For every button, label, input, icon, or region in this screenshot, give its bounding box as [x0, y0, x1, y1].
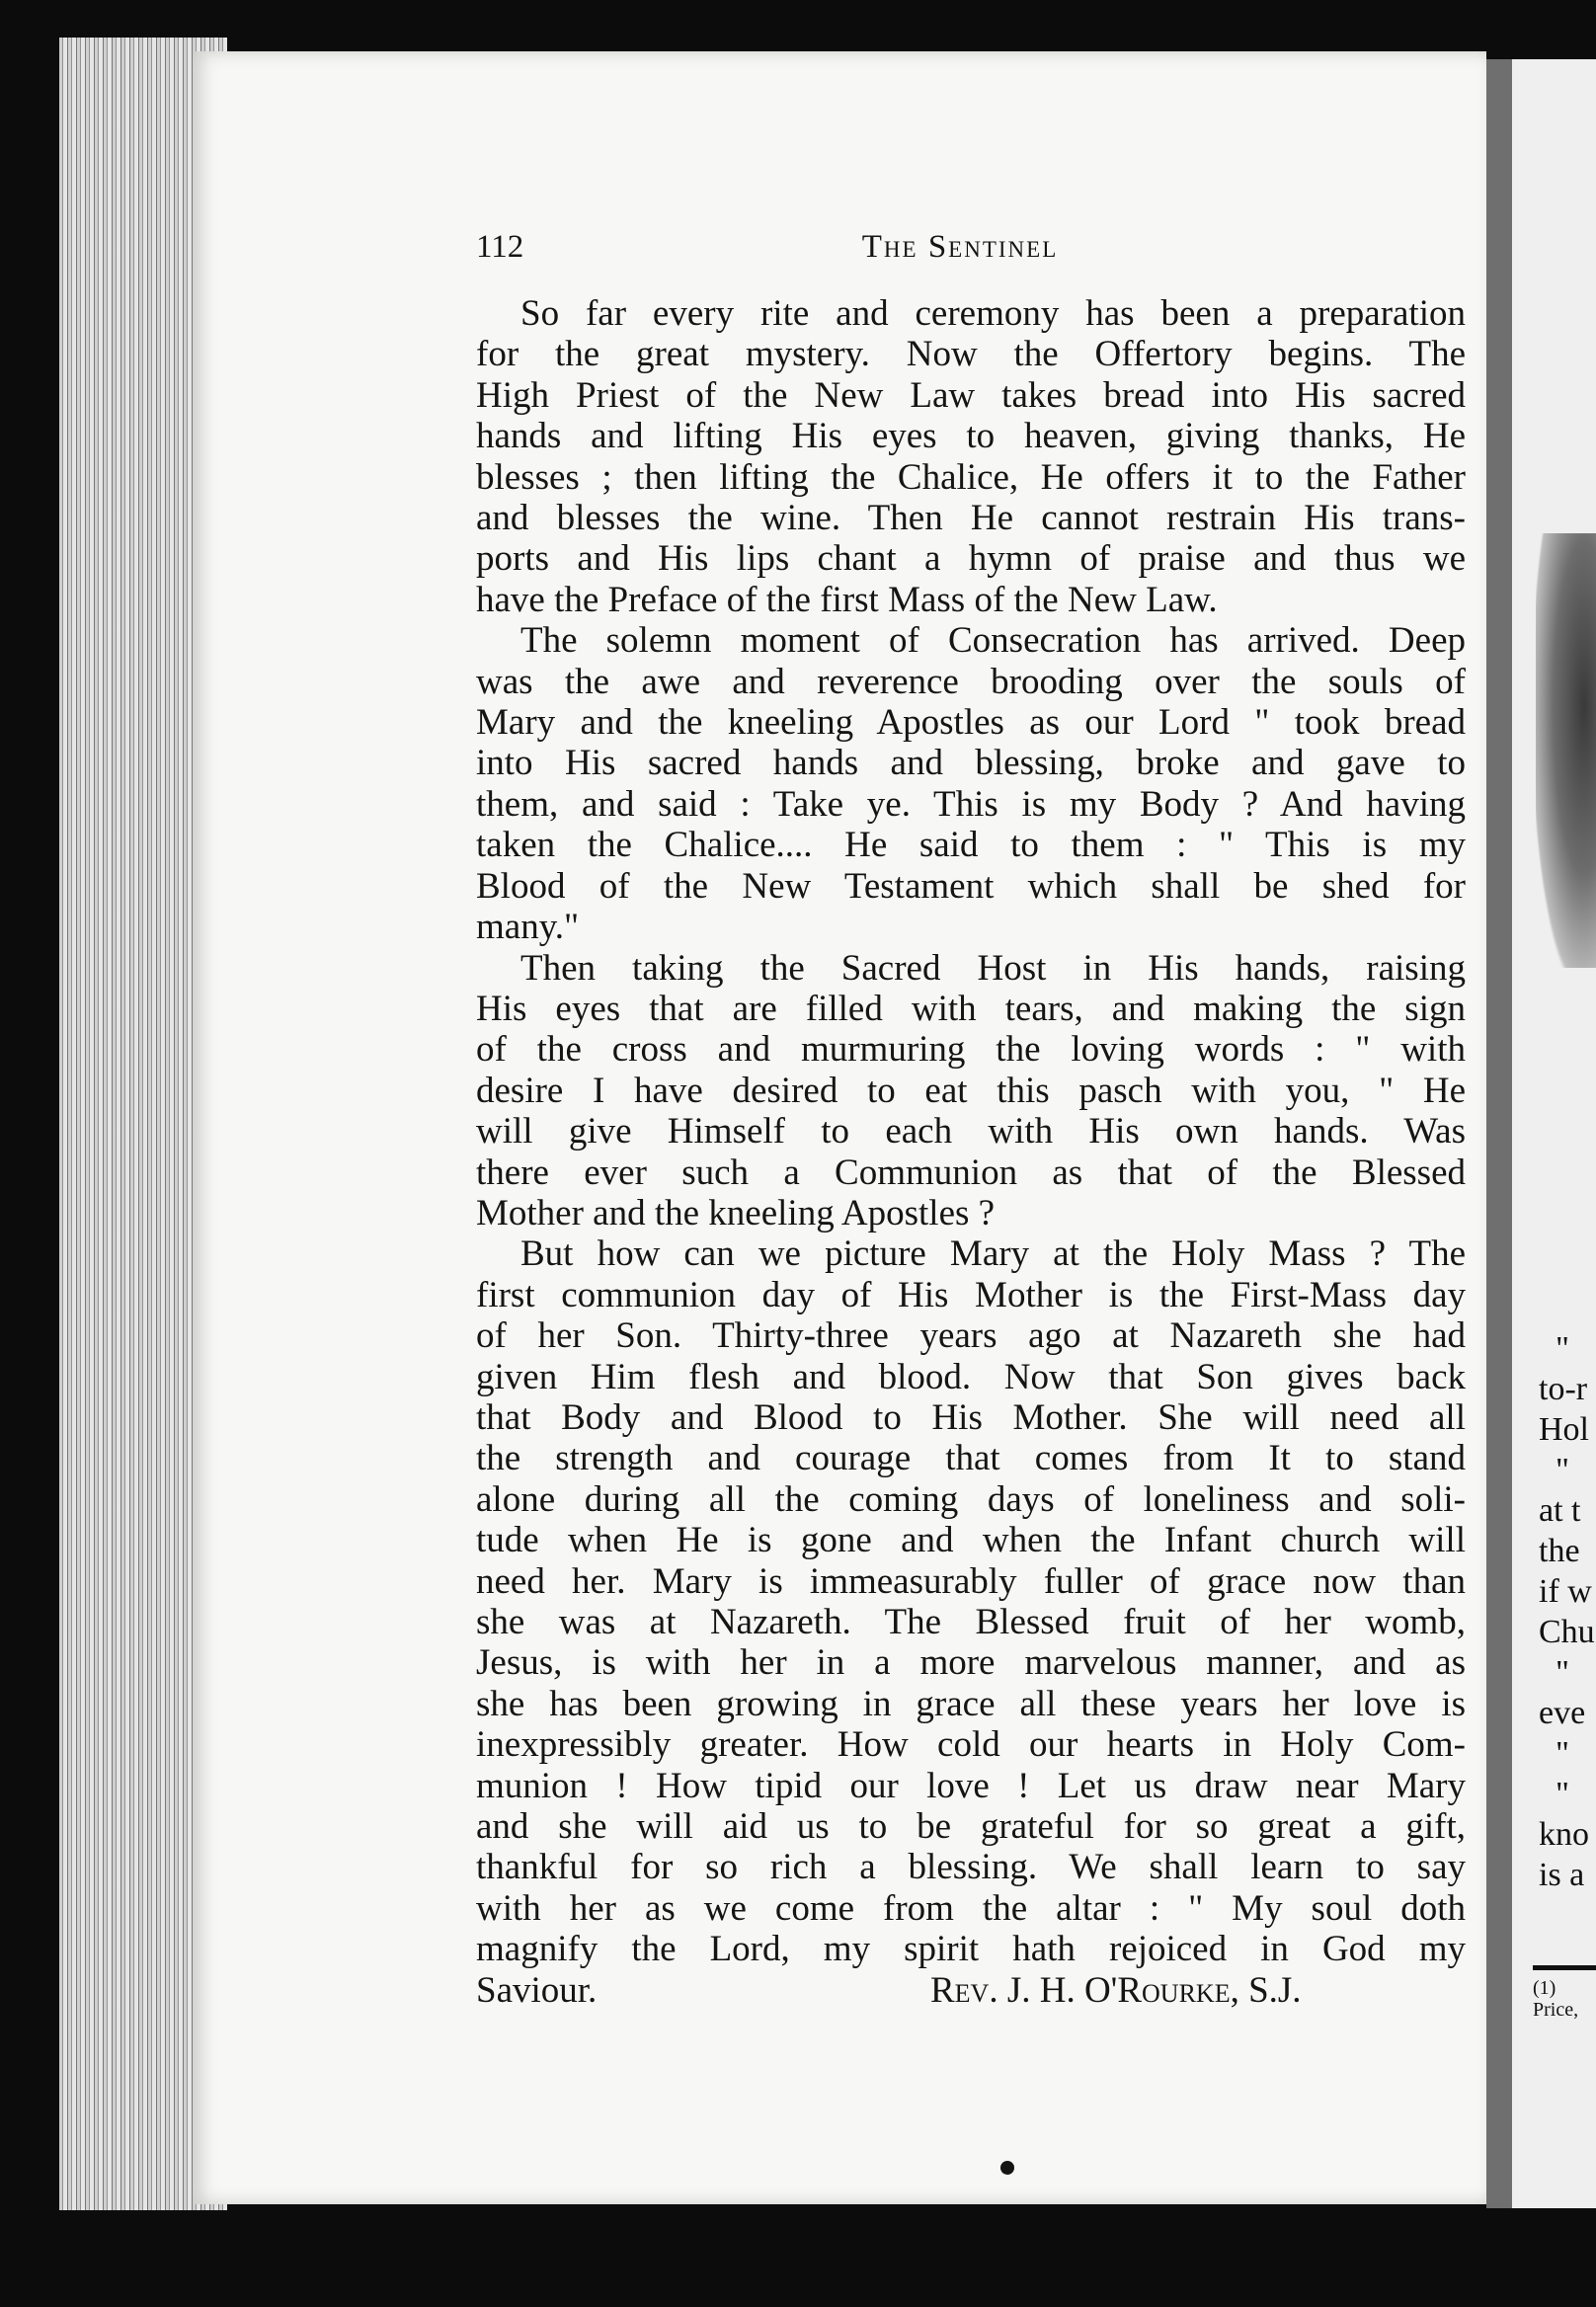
text-line: inexpressibly greater. How cold our hearts in Holy Com- [476, 1724, 1466, 1766]
text-line: desire I have desired to eat this pasch with you, " He [476, 1070, 1466, 1111]
text-line: with her as we come from the altar : " My soul doth [476, 1887, 1466, 1929]
text-line: for the great mystery. Now the Offertory begins. The [476, 334, 1466, 375]
facing-page-illustration [1536, 533, 1596, 968]
text-line: So far every rite and ceremony has been a preparation [520, 293, 1466, 334]
text-line: Then taking the Sacred Host in His hands, raising [520, 947, 1466, 989]
text-line: into His sacred hands and blessing, broke and gave to [476, 743, 1466, 784]
running-head: The Sentinel [861, 229, 1059, 265]
facing-page-text: " to-r Hol " at t the if w Chu " eve " " kno is a [1539, 1330, 1595, 1893]
text-line: many." [476, 907, 580, 948]
text-line: But how can we picture Mary at the Holy Mass ? The [520, 1233, 1466, 1275]
article-lines [476, 293, 1466, 1970]
text-line: Mary and the kneeling Apostles as our Lord " took bread [476, 702, 1466, 744]
text-line: blesses ; then lifting the Chalice, He offers it to the Father [476, 456, 1466, 498]
printer-mark [1000, 2161, 1014, 2175]
text-line: ports and His lips chant a hymn of praise and thus we [476, 538, 1466, 580]
facing-page-footnote: (1) Price, [1533, 1977, 1579, 2021]
text-line: she was at Nazareth. The Blessed fruit of her womb, [476, 1602, 1466, 1642]
facing-page-rule [1533, 1965, 1596, 1970]
page-number: 112 [476, 229, 524, 265]
text-line: the strength and courage that comes from It to stand [476, 1438, 1466, 1479]
text-line: magnify the Lord, my spirit hath rejoiced in God my [476, 1929, 1466, 1970]
text-line: was the awe and reverence brooding over the souls of [476, 661, 1466, 702]
author-signature: Rev. J. H. O'Rourke, S.J. [930, 1969, 1302, 2011]
text-line: them, and said : Take ye. This is my Body ? And having [476, 783, 1466, 825]
text-line: of her Son. Thirty-three years ago at Nazareth she had [476, 1315, 1466, 1357]
text-line: thankful for so rich a blessing. We shall learn to say [476, 1847, 1466, 1888]
text-line: High Priest of the New Law takes bread into His sacred [476, 374, 1466, 416]
text-line: hands and lifting His eyes to heaven, giving thanks, He [476, 416, 1466, 457]
text-line: and blesses the wine. Then He cannot restrain His trans- [476, 498, 1466, 539]
text-line: taken the Chalice.... He said to them : " This is my [476, 825, 1466, 866]
text-line: and she will aid us to be grateful for so great a gift, [476, 1806, 1466, 1848]
page-header [476, 229, 1444, 278]
text-line: The solemn moment of Consecration has arrived. Deep [520, 620, 1466, 662]
signature-line [476, 1970, 1466, 2011]
text-line: that Body and Blood to His Mother. She will need all [476, 1396, 1466, 1438]
text-line: munion ! How tipid our love ! Let us draw near Mary [476, 1765, 1466, 1806]
text-line: first communion day of His Mother is the First-Mass day [476, 1274, 1466, 1315]
text-line: Mother and the kneeling Apostles ? [476, 1192, 996, 1233]
closing-word: Saviour. [476, 1969, 598, 2011]
text-line: tude when He is gone and when the Infant church will [476, 1520, 1466, 1561]
text-line: need her. Mary is immeasurably fuller of grace now than [476, 1560, 1466, 1602]
text-line: His eyes that are filled with tears, and making the sign [476, 988, 1466, 1029]
text-line: of the cross and murmuring the loving words : " with [476, 1029, 1466, 1071]
text-line: alone during all the coming days of loneliness and soli- [476, 1478, 1466, 1520]
text-line: she has been growing in grace all these years her love is [476, 1683, 1466, 1724]
text-line: given Him flesh and blood. Now that Son gives back [476, 1356, 1466, 1397]
text-line: Jesus, is with her in a more marvelous manner, and as [476, 1642, 1466, 1684]
text-line: have the Preface of the first Mass of the New Law. [476, 579, 1218, 620]
text-line: will give Himself to each with His own hands. Was [476, 1111, 1466, 1153]
text-line: Blood of the New Testament which shall be shed for [476, 865, 1466, 907]
article-body [476, 293, 1466, 2011]
text-line: there ever such a Communion as that of the Blessed [476, 1152, 1466, 1193]
